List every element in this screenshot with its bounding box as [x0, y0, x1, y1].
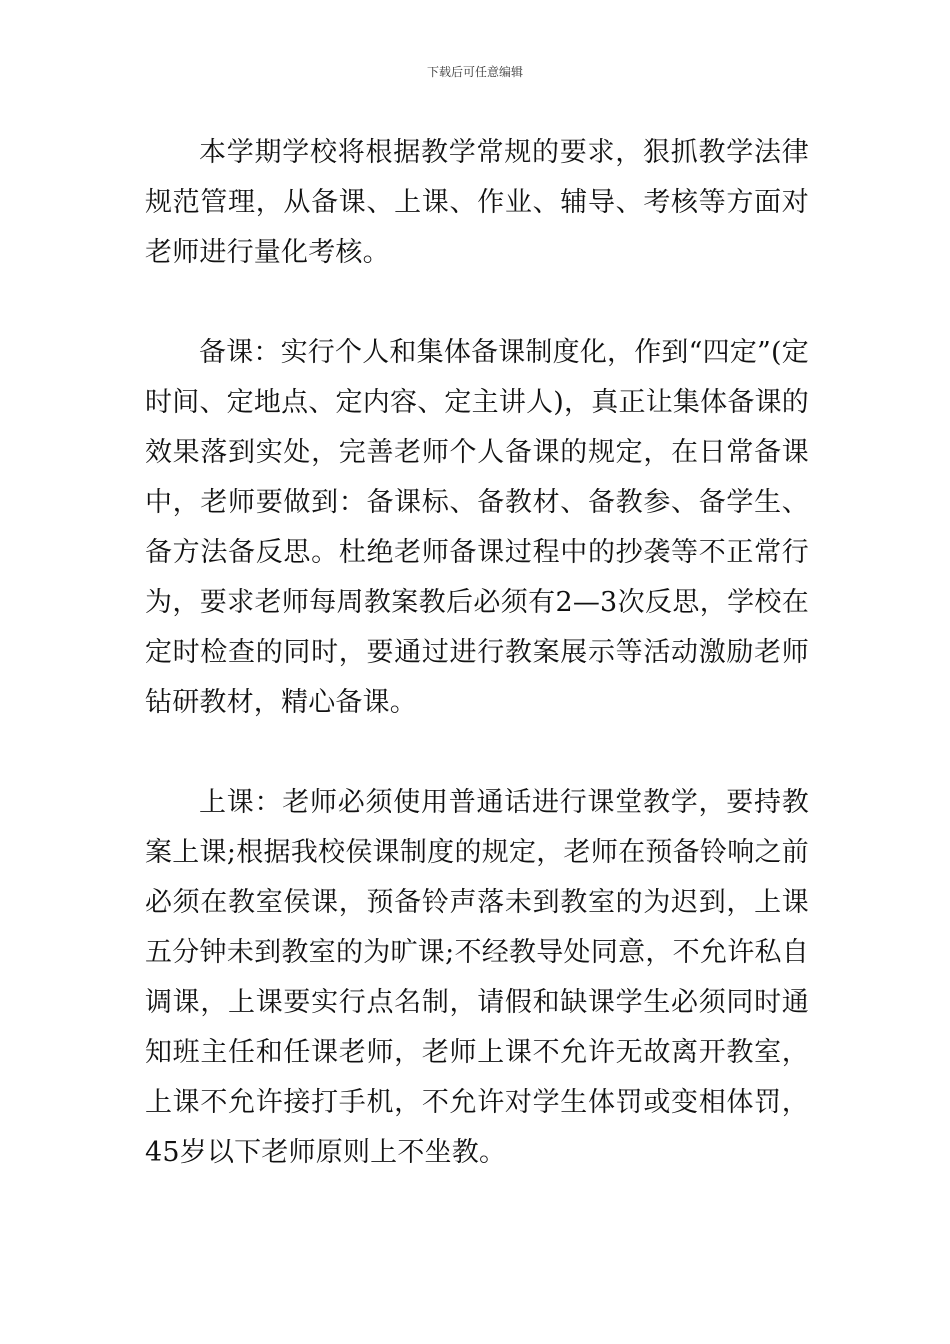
paragraph-intro: 本学期学校将根据教学常规的要求，狠抓教学法律规范管理，从备课、上课、作业、辅导、考核等方面对老师进行量化考核。 [145, 137, 809, 268]
paragraph-teaching: 上课：老师必须使用普通话进行课堂教学，要持教案上课;根据我校侯课制度的规定，老师在预备铃响之前必须在教室侯课，预备铃声落未到教室的为迟到，上课五分钟未到教室的为旷课;不经教导处同意，不允许私自调课，上课要实行点名制，请假和缺课学生必须同时通知班主任和任课老师，老师上课不允许无故离开教室，上课不允许接打手机，不允许对学生体罚或变相体罚，45岁以下老师原则上不坐教。 [145, 787, 809, 1168]
paragraph-lesson-preparation: 备课：实行个人和集体备课制度化，作到“四定”(定时间、定地点、定内容、定主讲人)，真正让集体备课的效果落到实处，完善老师个人备课的规定，在日常备课中，老师要做到：备课标、备教材、备教参、备学生、备方法备反思。杜绝老师备课过程中的抄袭等不正常行为，要求老师每周教案教后必须有2—3次反思，学校在定时检查的同时，要通过进行教案展示等活动激励老师钻研教材，精心备课。 [145, 337, 809, 718]
document-body [145, 128, 809, 1178]
page-header: 下载后可任意编辑 [426, 65, 523, 79]
